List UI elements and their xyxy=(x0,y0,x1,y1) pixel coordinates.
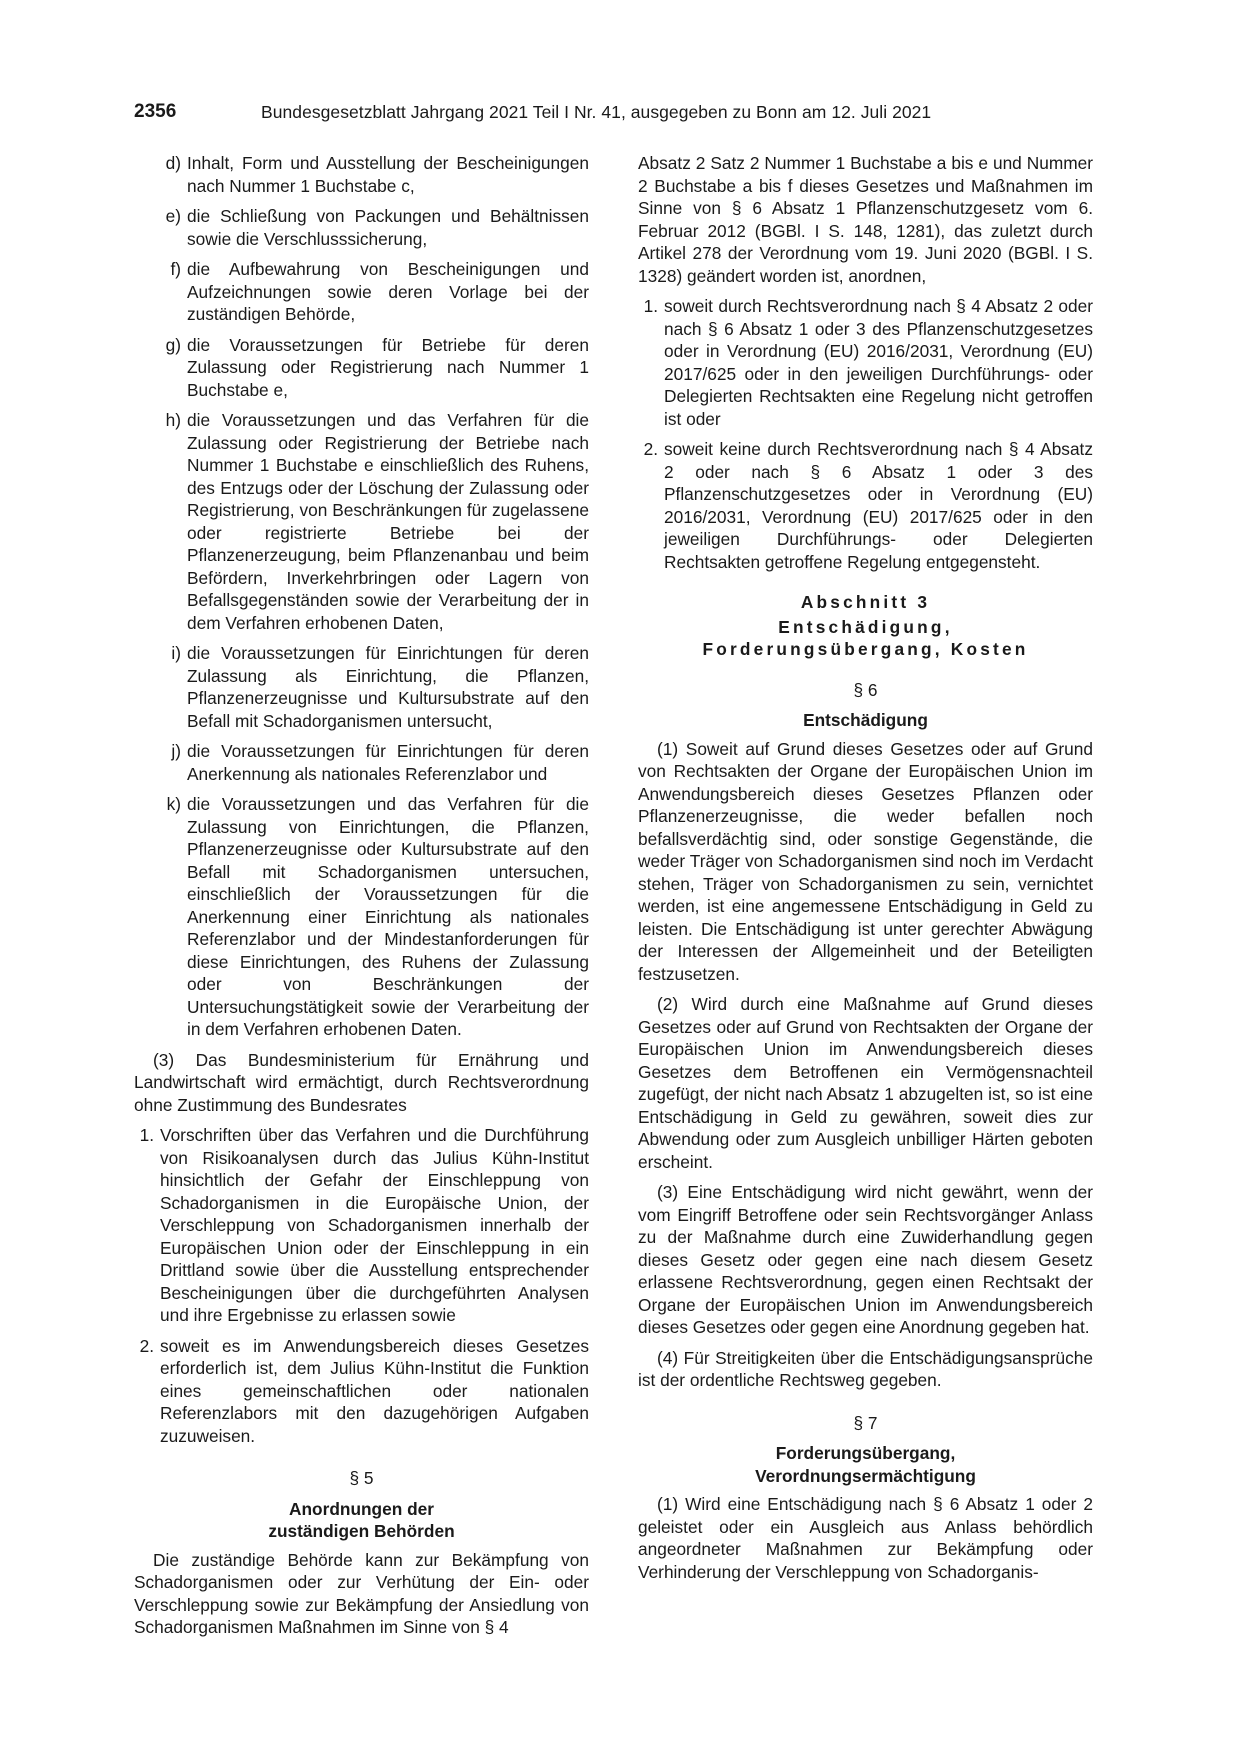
list-text: die Voraussetzungen für Einrichtungen für deren Anerkennung als nationales Referenzlabor und xyxy=(187,741,589,784)
list-text: die Voraussetzungen und das Verfahren für die Zulassung oder Registrierung der Betriebe nach Nummer 1 Buchstabe e einschließlich des Ruhens, des Entzugs oder der Löschung der Zulassung oder Registrierung, von Beschränkungen für zugelassene oder registrierte Betriebe bei der Pflanzenerzeugung, beim Pflanzenanbau und beim Befördern, Inverkehrbringen oder Lagern von Befallsgegenständen sowie der Verarbeitung der in dem Verfahren erhobenen Daten, xyxy=(187,410,589,633)
list-text: soweit es im Anwendungsbereich dieses Gesetzes erforderlich ist, dem Julius Kühn-Institut die Funktion eines gemeinschaftlichen oder nationalen Referenzlabors mit den dazugehörigen Aufgaben zuzuweisen. xyxy=(160,1335,589,1446)
list-marker: 1. xyxy=(643,296,658,316)
list-marker: 2. xyxy=(139,1335,154,1356)
section-5-title-line-2: zuständigen Behörden xyxy=(268,1521,455,1541)
list-item xyxy=(134,409,589,634)
section-6-symbol: § 6 xyxy=(853,679,878,700)
list-marker: 2. xyxy=(643,439,658,459)
list-item xyxy=(134,740,589,785)
list-item xyxy=(134,1335,589,1448)
list-text: die Schließung von Packungen und Behältnissen sowie die Verschlusssicherung, xyxy=(187,206,589,249)
right-column xyxy=(638,152,1093,1591)
list-marker: d) xyxy=(165,153,181,173)
list-marker: 1. xyxy=(139,1125,154,1145)
list-text: die Voraussetzungen für Einrichtungen für deren Zulassung als Einrichtung, die Pflanzen, Pflanzenerzeugnisse und Kultursubstrate auf den Befall mit Schadorganismen untersucht, xyxy=(187,643,589,731)
list-text: Inhalt, Form und Ausstellung der Bescheinigungen nach Nummer 1 Buchstabe c, xyxy=(187,153,589,196)
section-7-title-line-2: Verordnungsermächtigung xyxy=(755,1465,976,1486)
list-item xyxy=(134,793,589,1041)
paragraph-3: (3) Das Bundesministerium für Ernährung und Landwirtschaft wird ermächtigt, durch Rechtsverordnung ohne Zustimmung des Bundesrates xyxy=(134,1049,589,1115)
list-text: soweit durch Rechtsverordnung nach § 4 Absatz 2 oder nach § 6 Absatz 1 oder 3 des Pflanzenschutzgesetzes oder in Verordnung (EU) 2016/2031, Verordnung (EU) 2017/625 oder in den jeweiligen Durchführungs- oder Delegierten Rechtsakten eine Regelung nicht getroffen ist oder xyxy=(664,296,1093,429)
section-6-paragraph-4: (4) Für Streitigkeiten über die Entschädigungsansprüche ist der ordentliche Rechtsweg gegeben. xyxy=(638,1347,1093,1390)
list-text: die Voraussetzungen und das Verfahren für die Zulassung von Einrichtungen, die Pflanzen, Pflanzenerzeugnisse oder Kultursubstrate auf den Befall mit Schadorganismen untersuchen, einschließlich der Voraussetzungen für die Anerkennung einer Einrichtung als nationales Referenzlabor und der Mindestanforderungen für diese Einrichtungen, des Ruhens der Zulassung oder von Beschränkungen der Untersuchungstätigkeit sowie der Verarbeitung der in dem Verfahren erhobenen Daten. xyxy=(187,794,589,1039)
list-marker: i) xyxy=(171,643,181,663)
list-item xyxy=(638,438,1093,573)
chapter-title-line-2: Forderungsübergang, Kosten xyxy=(702,639,1029,659)
section-6-paragraph-3: (3) Eine Entschädigung wird nicht gewährt, wenn der vom Eingriff Betroffene oder sein Rechtsvorgänger Anlass zu der Maßnahme durch eine Zuwiderhandlung gegen dieses Gesetz oder gegen eine nach diesem Gesetz erlassene Rechtsverordnung, gegen einen Rechtsakt der Organe der Europäischen Union im Anwendungsbereich dieses Gesetzes oder gegen eine Anordnung gegeben hat. xyxy=(638,1182,1093,1337)
list-text: die Aufbewahrung von Bescheinigungen und Aufzeichnungen sowie deren Vorlage bei der zuständigen Behörde, xyxy=(187,259,589,324)
section-6-title: Entschädigung xyxy=(803,710,928,730)
list-text: die Voraussetzungen für Betriebe für deren Zulassung oder Registrierung nach Nummer 1 Buchstabe e, xyxy=(187,334,589,400)
list-item xyxy=(134,1124,589,1327)
section-7-title-line-1: Forderungsübergang, xyxy=(775,1443,956,1463)
section-5-symbol: § 5 xyxy=(349,1468,374,1488)
section-5-text: Die zuständige Behörde kann zur Bekämpfung von Schadorganismen oder zur Verhütung der Ein- oder Verschleppung sowie zur Bekämpfung der Ansiedlung von Schadorganismen Maßnahmen im Sinne von § 4 xyxy=(134,1549,589,1637)
section-7-paragraph-1: (1) Wird eine Entschädigung nach § 6 Absatz 1 oder 2 geleistet oder ein Ausgleich aus Anlass behördlich angeordneter Maßnahmen zur Bekämpfung oder Verhinderung der Verschleppung von Schadorganis- xyxy=(638,1494,1093,1582)
list-item xyxy=(134,152,589,197)
list-marker: e) xyxy=(165,206,181,226)
list-marker: f) xyxy=(170,259,181,279)
section-6-paragraph-1: (1) Soweit auf Grund dieses Gesetzes oder auf Grund von Rechtsakten der Organe der Europäischen Union im Anwendungsbereich dieses Gesetzes Pflanzen oder Pflanzenerzeugnisse, die weder befallen noch befallsverdächtig sind, oder sonstige Gegenstände, die weder Träger von Schadorganismen sind noch im Verdacht stehen, Träger von Schadorganismen zu sein, vernichtet werden, ist eine angemessene Entschädigung in Geld zu leisten. Die Entschädigung ist unter gerechter Abwägung der Interessen der Allgemeinheit und der Beteiligten festzusetzen. xyxy=(638,738,1093,984)
section-7-symbol: § 7 xyxy=(853,1412,878,1433)
page-header xyxy=(134,101,1114,125)
section-5-title-line-1: Anordnungen der xyxy=(289,1498,434,1519)
page-number: 2356 xyxy=(134,101,177,122)
section-6-paragraph-2: (2) Wird durch eine Maßnahme auf Grund dieses Gesetzes oder auf Grund von Rechtsakten der Organe der Europäischen Union im Anwendungsbereich dieses Gesetzes dem Betroffenen ein Vermögensnachteil zugefügt, der nicht nach Absatz 1 abzugelten ist, so ist eine Entschädigung in Geld zu gewähren, soweit dies zur Abwendung oder zum Ausgleich unbilliger Härten geboten erscheint. xyxy=(638,994,1093,1172)
running-head: Bundesgesetzblatt Jahrgang 2021 Teil I Nr. 41, ausgegeben zu Bonn am 12. Juli 2021 xyxy=(261,102,932,122)
list-item xyxy=(134,205,589,250)
list-marker: g) xyxy=(165,334,181,355)
list-item xyxy=(638,295,1093,430)
left-column xyxy=(134,152,589,1647)
chapter-title-line-1: Entschädigung, xyxy=(778,616,953,637)
list-text: soweit keine durch Rechtsverordnung nach § 4 Absatz 2 oder nach § 6 Absatz 1 oder 3 des Pflanzenschutzgesetzes oder in Verordnung (EU) 2016/2031, Verordnung (EU) 2017/625 oder in den jeweiligen Durchführungs- oder Delegierten Rechtsakten getroffene Regelung entgegensteht. xyxy=(664,439,1093,572)
chapter-heading: Abschnitt 3 xyxy=(800,592,931,612)
continued-text: Absatz 2 Satz 2 Nummer 1 Buchstabe a bis e und Nummer 2 Buchstabe a bis f dieses Gesetzes und Maßnahmen im Sinne von § 6 Absatz 1 Pflanzenschutzgesetz vom 6. Februar 2012 (BGBl. I S. 148, 1281), das zuletzt durch Artikel 278 der Verordnung vom 19. Juni 2020 (BGBl. I S. 1328) geändert worden ist, anordnen, xyxy=(638,153,1093,286)
list-item xyxy=(134,334,589,402)
list-item xyxy=(134,258,589,326)
list-marker: k) xyxy=(166,794,181,814)
list-item xyxy=(134,642,589,732)
list-text: Vorschriften über das Verfahren und die Durchführung von Risikoanalysen durch das Julius Kühn-Institut hinsichtlich der Gefahr der Einschleppung von Schadorganismen in die Europäische Union, der Verschleppung von Schadorganismen innerhalb der Europäischen Union oder der Einschleppung in ein Drittland sowie über die Ausstellung entsprechender Bescheinigungen über die durchgeführten Analysen und ihre Ergebnisse zu erlassen sowie xyxy=(160,1125,589,1325)
list-marker: h) xyxy=(165,410,181,430)
list-marker: j) xyxy=(171,741,181,761)
